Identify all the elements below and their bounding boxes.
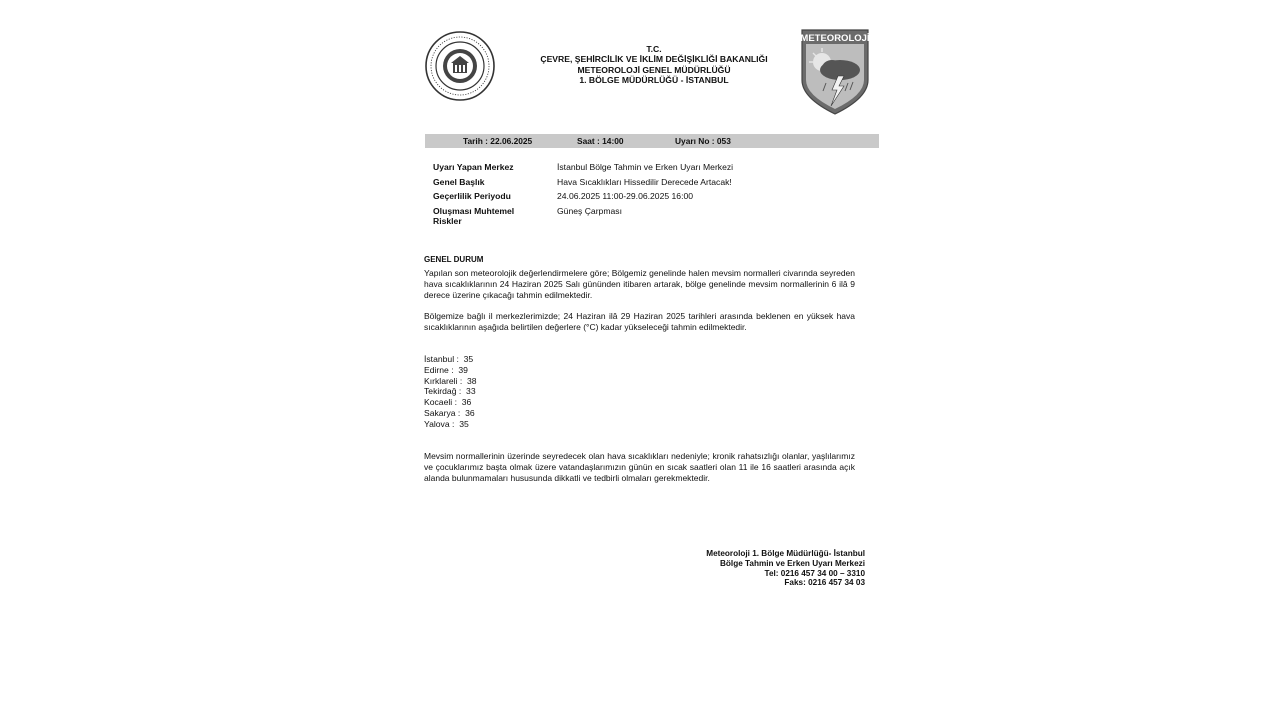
header-line-directorate: METEOROLOJİ GENEL MÜDÜRLÜĞÜ	[577, 64, 731, 75]
meteoroloji-logo	[798, 28, 872, 116]
paragraph-forecast: Bölgemize bağlı il merkezlerimizde; 24 Haziran ilâ 29 Haziran 2025 tarihleri arasında beklenen en yüksek hava sıcaklıklarının aşağıda belirtilen değerlere (°C) kadar yükseleceği tahmin edilmektedir.	[424, 311, 855, 332]
list-item	[424, 354, 477, 365]
city-temp: 36	[461, 397, 472, 408]
paragraph-overview: Yapılan son meteorolojik değerlendirmelere göre; Bölgemiz genelinde halen mevsim normalleri civarında seyreden hava sıcaklıklarının 24 Haziran 2025 Salı gününden itibaren artarak, bölge genelinde mevsim normallerinin 6 ilâ 9 derece üzerine çıkacağı tahmin edilmektedir.	[424, 268, 855, 300]
document-header	[520, 44, 788, 85]
header-line-ministry: ÇEVRE, ŞEHİRCİLİK VE İKLİM DEĞİŞİKLİĞİ BAKANLIĞI	[540, 54, 768, 65]
meta-key: Geçerlilik Periyodu	[433, 191, 511, 201]
meta-value: İstanbul Bölge Tahmin ve Erken Uyarı Merkezi	[557, 162, 734, 172]
meta-value: Hava Sıcaklıkları Hissedilir Derecede Artacak!	[557, 176, 732, 187]
time-label: Saat :	[577, 136, 600, 146]
date-value: 22.06.2025	[490, 136, 533, 146]
header-line-tc: T.C.	[646, 44, 662, 54]
city-name: Yalova :	[424, 418, 455, 429]
city-temp: 36	[465, 407, 475, 418]
list-item	[424, 365, 477, 376]
city-name: Tekirdağ :	[424, 386, 462, 397]
list-item	[424, 408, 477, 419]
city-name: İstanbul :	[424, 354, 459, 364]
footer-phone: Tel: 0216 457 34 00 – 3310	[764, 568, 865, 578]
footer-directorate: Meteoroloji 1. Bölge Müdürlüğü- İstanbul	[706, 549, 865, 558]
contact-footer	[650, 549, 865, 588]
ministry-seal-icon	[424, 30, 496, 102]
warning-number-field	[675, 134, 731, 148]
meta-value: 24.06.2025 11:00-29.06.2025 16:00	[557, 191, 694, 201]
date-label: Tarih :	[463, 136, 488, 146]
list-item	[424, 386, 477, 397]
warning-number-label: Uyarı No :	[675, 136, 715, 146]
city-temp: 35	[459, 418, 469, 429]
footer-fax: Faks: 0216 457 34 03	[784, 578, 865, 588]
city-temp: 39	[458, 364, 468, 375]
city-name: Sakarya :	[424, 407, 461, 418]
meta-value: Güneş Çarpması	[557, 205, 622, 216]
time-value: 14:00	[602, 136, 624, 146]
paragraph-advice: Mevsim normallerinin üzerinde seyredecek olan hava sıcaklıkları nedeniyle; kronik rahatsızlığı olanlar, yaşlılarımız ve çocuklarımız başta olmak üzere vatandaşlarımızın günün en sıcak saatleri olan 11 ile 16 saatleri arasında açık alanda bulunmamaları hususunda dikkatli ve tedbirli olmaları gerekmektedir.	[424, 451, 855, 483]
city-temp: 35	[463, 354, 474, 364]
info-bar	[425, 134, 879, 148]
time-field	[577, 134, 624, 148]
date-field	[463, 134, 532, 148]
meta-key: Uyarı Yapan Merkez	[433, 162, 514, 172]
city-temp: 38	[466, 375, 477, 386]
section-title: GENEL DURUM	[424, 255, 484, 264]
meta-key: Genel Başlık	[433, 176, 485, 187]
footer-center: Bölge Tahmin ve Erken Uyarı Merkezi	[720, 558, 865, 568]
list-item	[424, 376, 477, 387]
list-item	[424, 419, 477, 430]
list-item	[424, 397, 477, 408]
city-temperature-list	[424, 354, 477, 430]
meta-key: Oluşması Muhtemel Riskler	[433, 205, 515, 226]
city-name: Edirne :	[424, 364, 454, 375]
warning-number-value: 053	[716, 136, 731, 146]
city-name: Kırklareli :	[424, 375, 463, 386]
city-temp: 33	[466, 386, 476, 397]
logo-text: METEOROLOJİ	[800, 33, 870, 44]
city-name: Kocaeli :	[424, 397, 457, 408]
header-line-region: 1. BÖLGE MÜDÜRLÜĞÜ - İSTANBUL	[579, 74, 729, 85]
